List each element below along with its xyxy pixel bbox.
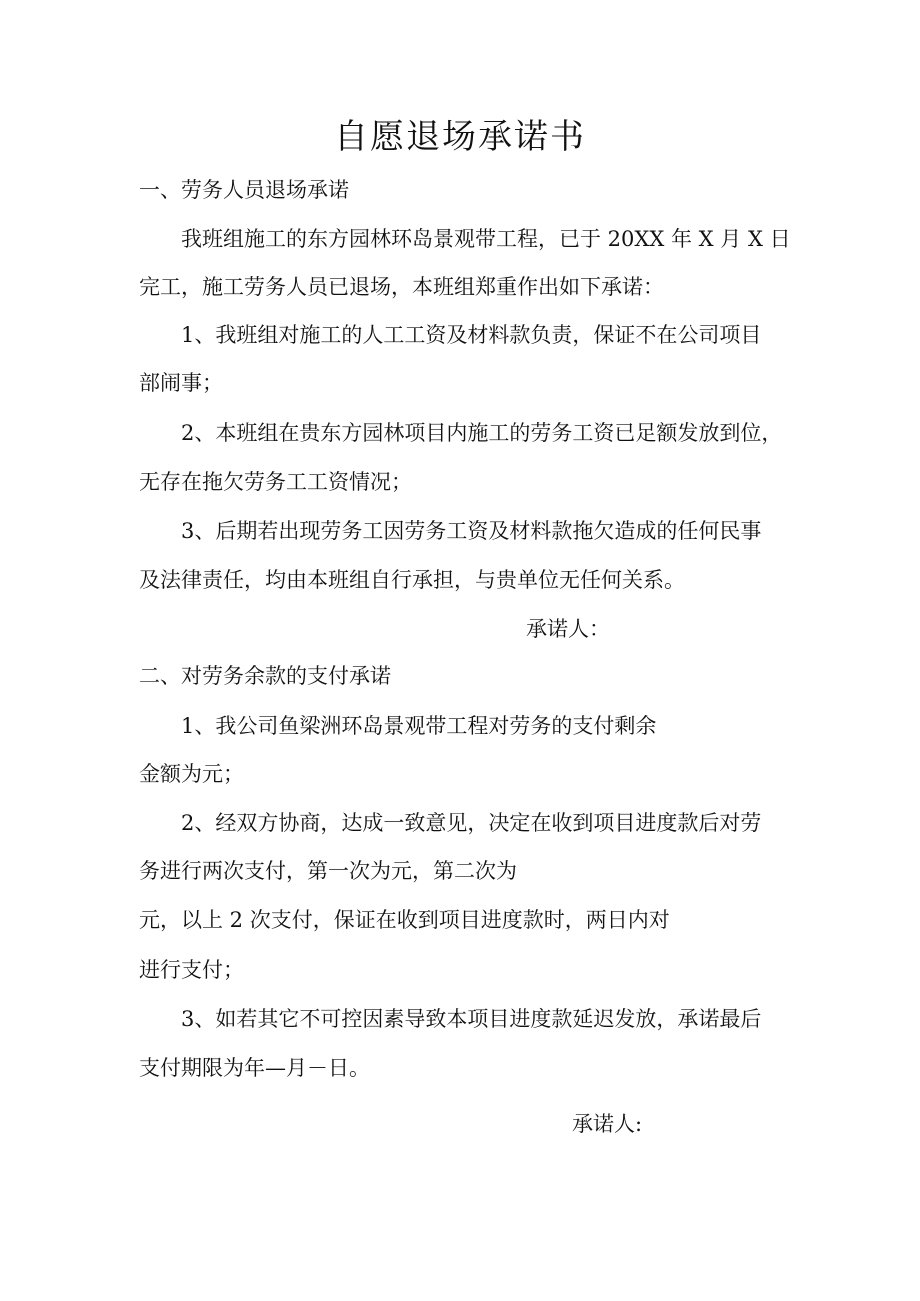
section1-signature: 承诺人： [526, 617, 610, 641]
section2-heading: 二、对劳务余款的支付承诺 [139, 664, 391, 688]
section1-item2-line1: 2、本班组在贵东方园林项目内施工的劳务工资已足额发放到位， [181, 421, 783, 445]
section2-item3-line1: 3、如若其它不可控因素导致本项目进度款延迟发放，承诺最后 [181, 1007, 762, 1031]
section1-item3-line2: 及法律责任，均由本班组自行承担，与贵单位无任何关系。 [139, 568, 685, 592]
section2-item3-line2: 支付期限为年—月－日。 [139, 1056, 370, 1080]
section1-intro-line1: 我班组施工的东方园林环岛景观带工程，已于 20XX 年 X 月 X 日 [181, 227, 791, 251]
section1-item2-line2: 无存在拖欠劳务工工资情况； [139, 470, 412, 494]
section1-item1-line2: 部闹事； [139, 371, 223, 395]
document-title: 自愿退场承诺书 [334, 117, 586, 157]
section2-signature: 承诺人: [572, 1112, 643, 1136]
section2-item2-line3: 元，以上 2 次支付，保证在收到项目进度款时，两日内对 [139, 908, 670, 932]
section2-item2-line1: 2、经双方协商，达成一致意见，决定在收到项目进度款后对劳 [181, 811, 762, 835]
section1-heading: 一、劳务人员退场承诺 [139, 178, 349, 202]
section2-item2-line2: 务进行两次支付，第一次为元，第二次为 [139, 859, 517, 883]
section1-item3-line1: 3、后期若出现劳务工因劳务工资及材料款拖欠造成的任何民事 [181, 519, 762, 543]
section2-item2-line4: 进行支付； [139, 958, 244, 982]
section1-intro-line2: 完工，施工劳务人员已退场，本班组郑重作出如下承诺： [139, 275, 664, 299]
section2-item1-line2: 金额为元； [139, 762, 244, 786]
section1-item1-line1: 1、我班组对施工的人工工资及材料款负责，保证不在公司项目 [181, 323, 762, 347]
section2-item1-line1: 1、我公司鱼梁洲环岛景观带工程对劳务的支付剩余 [181, 714, 657, 738]
